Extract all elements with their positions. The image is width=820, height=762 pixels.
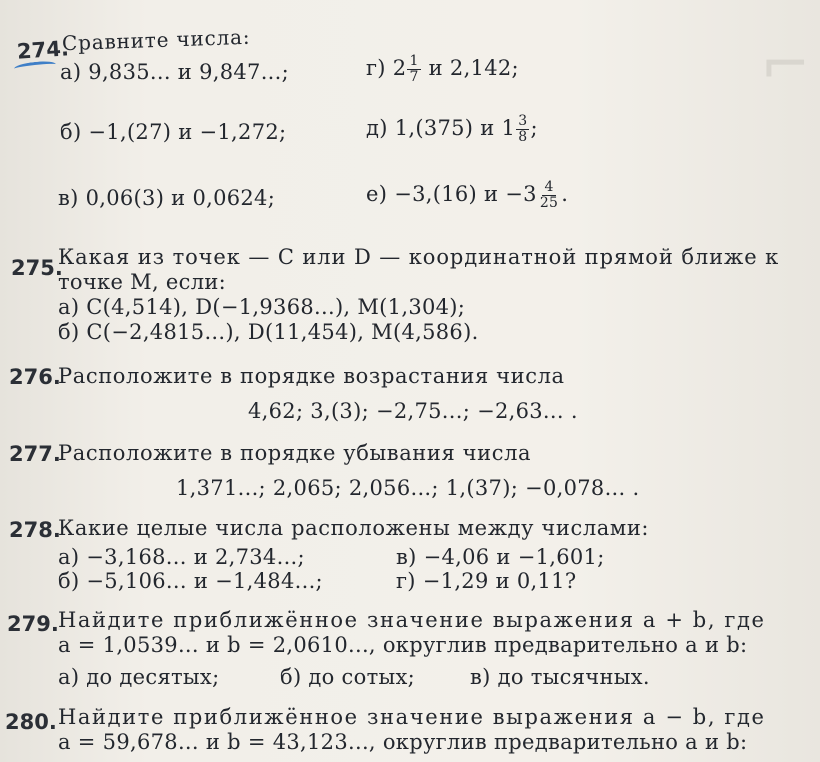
fraction-four-twentyfifths: $\frac{4}{25}$ <box>539 179 559 211</box>
problem-274-number: 274. <box>16 36 70 64</box>
problem-278-a: а) −3,168... и 2,734...; <box>58 545 305 569</box>
problem-274-v: в) 0,06(3) и 0,0624; <box>58 186 276 210</box>
problem-279-v: в) до тысячных. <box>470 665 650 689</box>
problem-277-heading: Расположите в порядке убывания числа <box>58 441 532 465</box>
problem-274-a: а) 9,835... и 9,847...; <box>60 60 289 84</box>
problem-275-line1: Какая из точек — C или D — координатной прямой ближе к <box>58 245 780 269</box>
problem-280-number: 280. <box>5 710 57 734</box>
fraction-three-eighths: $\frac{3}{8}$ <box>518 113 528 145</box>
problem-279-line2: a = 1,0539... и b = 2,0610..., округлив предварительно a и b: <box>58 633 748 657</box>
problem-279-a: а) до десятых; <box>58 665 220 689</box>
problem-278-v: в) −4,06 и −1,601; <box>396 545 605 569</box>
problem-278-number: 278. <box>9 518 61 542</box>
problem-275-b: б) C(−2,4815...), D(11,454), M(4,586). <box>58 320 479 344</box>
problem-275-line2: точке M, если: <box>58 270 227 294</box>
problem-279-b: б) до сотых; <box>280 665 416 689</box>
fraction-one-seventh: $\frac{1}{7}$ <box>409 53 419 85</box>
problem-277-values: 1,371...; 2,065; 2,056...; 1,(37); −0,078... . <box>176 476 640 500</box>
problem-274-b: б) −1,(27) и −1,272; <box>60 120 287 144</box>
problem-278-g: г) −1,29 и 0,11? <box>396 569 577 593</box>
problem-278-heading: Какие целые числа расположены между числами: <box>58 516 650 540</box>
problem-276-values: 4,62; 3,(3); −2,75...; −2,63... . <box>248 399 578 423</box>
problem-279-number: 279. <box>7 612 59 636</box>
bleed-through-shadow: ⌐ <box>760 30 811 100</box>
problem-274-heading: Сравните числа: <box>61 24 251 56</box>
problem-280-line1: Найдите приближённое значение выражения a − b, где <box>58 705 766 729</box>
problem-279-line1: Найдите приближённое значение выражения a + b, где <box>58 608 766 632</box>
problem-278-b: б) −5,106... и −1,484...; <box>58 569 323 593</box>
problem-274-g: г) 2 $\frac{1}{7}$ и 2,142; <box>366 53 519 85</box>
problem-280-line2: a = 59,678... и b = 43,123..., округлив предварительно a и b: <box>58 730 748 754</box>
problem-275-a: а) C(4,514), D(−1,9368...), M(1,304); <box>58 295 466 319</box>
problem-277-number: 277. <box>9 442 61 466</box>
problem-274-e: е) −3,(16) и −3 $\frac{4}{25}$ . <box>366 179 569 211</box>
problem-276-number: 276. <box>9 365 61 389</box>
problem-274-d: д) 1,(375) и 1 $\frac{3}{8}$ ; <box>366 113 538 145</box>
problem-276-heading: Расположите в порядке возрастания числа <box>58 364 565 388</box>
problem-275-number: 275. <box>11 256 63 280</box>
